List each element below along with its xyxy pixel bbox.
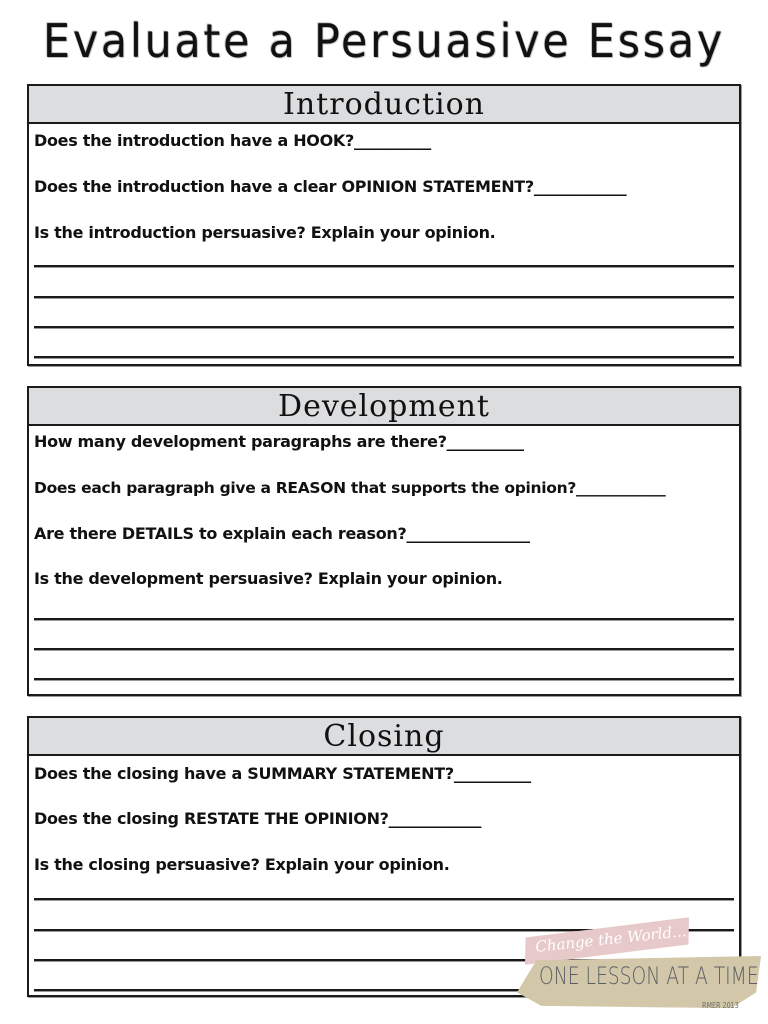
answer-line[interactable] [34,678,734,680]
question-intro-persuasive: Is the introduction persuasive? Explain your opinion. [34,223,496,242]
brand-slogan: ONE LESSON AT A TIME [539,962,759,990]
question-restate-opinion: Does the closing RESTATE THE OPINION?____________ [34,809,482,828]
answer-line[interactable] [34,326,734,328]
answer-line[interactable] [34,265,734,267]
section-heading: Development [29,388,739,426]
answer-line[interactable] [34,356,734,358]
question-reason: Does each paragraph give a REASON that supports the opinion?____________ [34,479,666,497]
section-development [27,386,741,696]
answer-line[interactable] [34,618,734,620]
section-heading: Closing [29,718,739,756]
question-details: Are there DETAILS to explain each reason?________________ [34,524,530,543]
section-heading: Introduction [29,86,739,124]
answer-line[interactable] [34,648,734,650]
brand-tagline: Change the World... [534,922,688,956]
question-dev-persuasive: Is the development persuasive? Explain your opinion. [34,569,503,588]
answer-line[interactable] [34,296,734,298]
question-summary-statement: Does the closing have a SUMMARY STATEMENT?__________ [34,764,531,783]
answer-line[interactable] [34,898,734,900]
question-hook: Does the introduction have a HOOK?__________ [34,131,431,150]
question-closing-persuasive: Is the closing persuasive? Explain your opinion. [34,855,450,874]
copyright-text: RMER 2013 [702,1001,739,1010]
question-paragraph-count: How many development paragraphs are there?__________ [34,432,524,451]
page-title: Evaluate a Persuasive Essay [43,14,725,68]
question-opinion-statement: Does the introduction have a clear OPINION STATEMENT?____________ [34,177,627,196]
section-introduction [27,84,741,366]
